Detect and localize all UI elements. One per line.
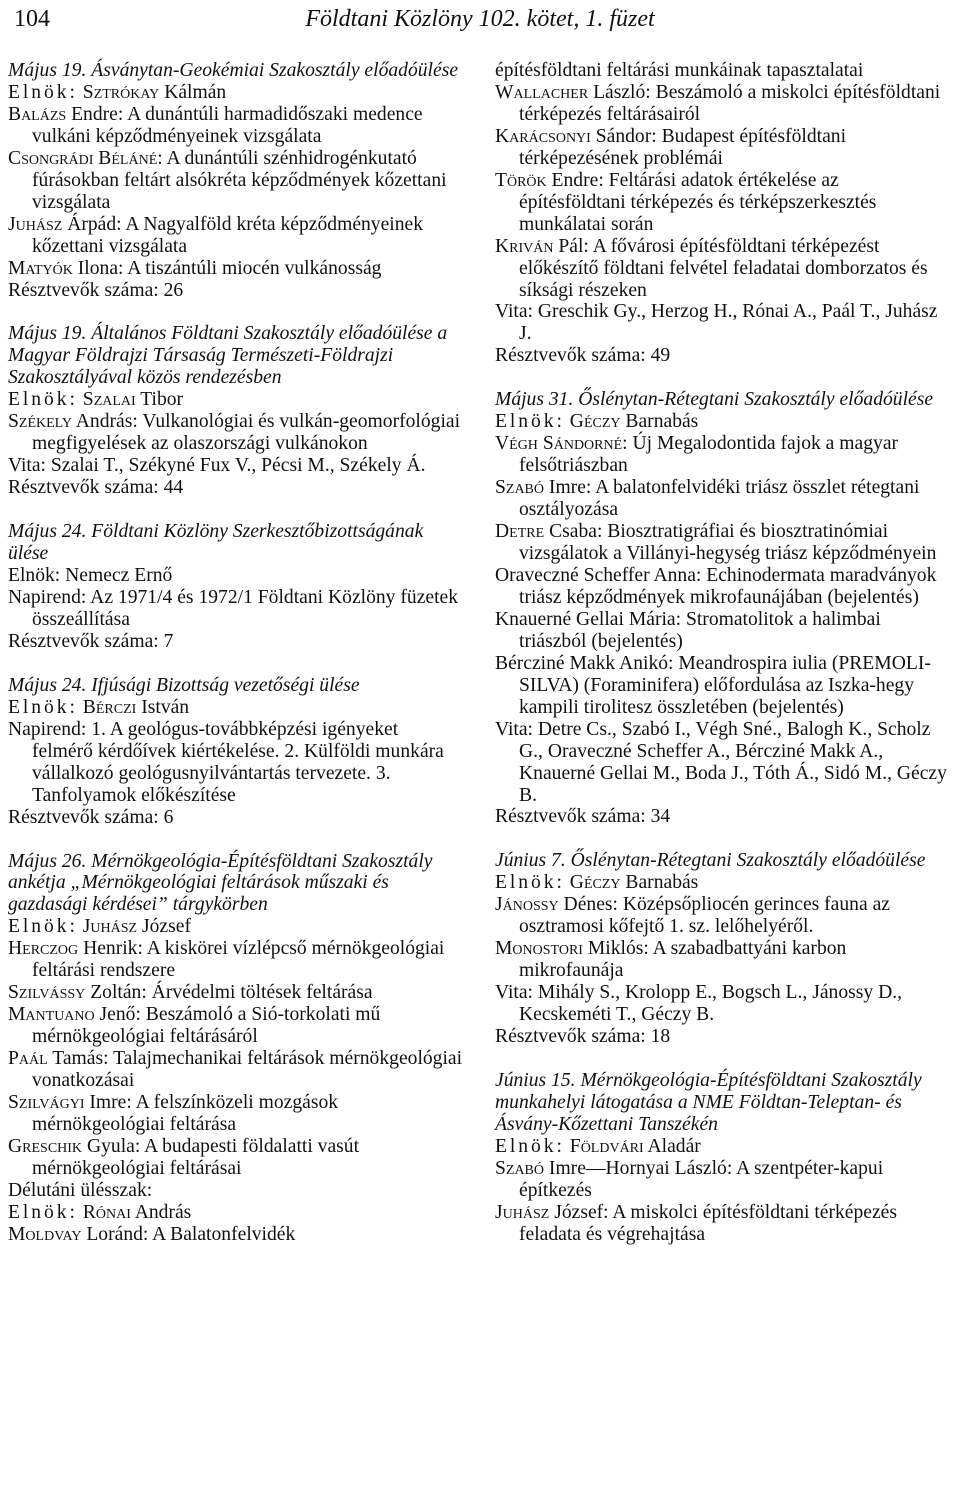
minutes-entry (495, 1070, 950, 1246)
entry-line (8, 1004, 463, 1048)
entry-line (8, 719, 463, 807)
line-text: Napirend: 1. A geológus-továbbképzési igényeket felmérő kérdőívek kiértékelése. 2. Külföldi munkára vállalkozó geológusnyilvántartás tervezete. 3. Tanfolyamok előkészítése (8, 718, 444, 806)
entry-line (8, 104, 463, 148)
line-text: Résztvevők száma: 26 (8, 279, 184, 301)
chair-label: Elnök: (8, 1201, 78, 1223)
line-text: Résztvevők száma: 6 (8, 806, 174, 828)
speaker-name: Wallacher (495, 81, 589, 103)
speaker-name: Szilvágyi (8, 1091, 85, 1113)
entry-line (495, 719, 950, 807)
minutes-entry (8, 675, 463, 829)
entry-heading: Május 19. Ásványtan-Geokémiai Szakosztály előadóülése (8, 60, 459, 81)
chair-label: Elnök: (8, 696, 78, 718)
entry-line (8, 214, 463, 258)
entry-line (495, 806, 950, 828)
speaker-name: Herczog (8, 938, 79, 960)
line-text: Dénes: Középsőpliocén gerinces fauna az osztramosi kőfejtő 1. sz. lelőhelyéről. (519, 894, 890, 938)
chair-label: Elnök: (8, 81, 78, 103)
entry-line (495, 60, 950, 82)
line-text: Barnabás (625, 411, 699, 433)
line-text: Kálmán (164, 81, 227, 103)
speaker-name: Paál (8, 1048, 48, 1070)
line-text: Imre: A balatonfelvidéki triász összlet rétegtani osztályozása (519, 477, 920, 521)
entry-line (495, 170, 950, 236)
entry-line (8, 697, 463, 719)
line-text: Napirend: Az 1971/4 és 1972/1 Földtani Közlöny füzetek összeállítása (8, 586, 459, 630)
line-text: Vita: Detre Cs., Szabó I., Végh Sné., Balogh K., Scholz G., Oraveczné Scheffer A., Bércziné Makk A., Knauerné Gellai M., Boda J., Tóth Á., Sidó M., Géczy B. (495, 718, 947, 806)
speaker-name: Mantuano (8, 1004, 95, 1026)
entry-line (8, 938, 463, 982)
entry-line (495, 411, 950, 433)
speaker-name: Juhász (8, 213, 63, 235)
line-text: Vita: Greschik Gy., Herzog H., Rónai A., Paál T., Juhász J. (495, 301, 938, 345)
line-text: Imre—Hornyai László: A szentpéter-kapui építkezés (519, 1157, 884, 1201)
entry-line (8, 389, 463, 411)
speaker-name: Jánossy (495, 894, 559, 916)
line-text: Elnök: Nemecz Ernő (8, 565, 173, 587)
speaker-name: Török (495, 169, 547, 191)
line-text: Oraveczné Scheffer Anna: Echinodermata maradványok triász képződmények mikrofaunájában (bejelentés) (495, 564, 937, 608)
line-text: Henrik: A kiskörei vízlépcső mérnökgeológiai feltárási rendszere (32, 938, 445, 982)
entry-line (495, 1202, 950, 1246)
entry-line (8, 455, 463, 477)
line-text: Zoltán: Árvédelmi töltések feltárása (90, 982, 373, 1004)
entry-line (8, 148, 463, 214)
speaker-name: Sztrókay (82, 81, 160, 103)
entry-line (495, 236, 950, 302)
entry-heading: Június 15. Mérnökgeológia-Építésföldtani Szakosztály munkahelyi látogatása a NME Földtan-Teleptan- és Ásvány-Kőzettani Tanszékén (495, 1069, 922, 1135)
speaker-name: Végh Sándorné (495, 433, 623, 455)
entry-line (495, 433, 950, 477)
entry-line (8, 280, 463, 302)
minutes-entry (8, 851, 463, 1246)
line-text: Csaba: Biosztratigráfiai és biosztratinómiai vizsgálatok a Villányi-hegység triász képződményein (519, 521, 937, 565)
entry-line (495, 521, 950, 565)
speaker-name: Monostori (495, 938, 583, 960)
entry-line (8, 477, 463, 499)
entry-line (8, 1092, 463, 1136)
entry-line (495, 653, 950, 719)
line-text: Résztvevők száma: 34 (495, 806, 671, 828)
line-text: Résztvevők száma: 18 (495, 1026, 671, 1048)
entry-line (495, 609, 950, 653)
speaker-name: Géczy (569, 411, 621, 433)
entry-line (8, 1180, 463, 1202)
line-text: Résztvevők száma: 7 (8, 630, 174, 652)
line-text: építésföldtani feltárási munkáinak tapasztalatai (495, 60, 864, 81)
entry-line (8, 258, 463, 280)
entry-heading: Május 19. Általános Földtani Szakosztály előadóülése a Magyar Földrajzi Társaság Természeti-Földrajzi Szakosztályával közös rendezésben (8, 323, 448, 389)
speaker-name: Juhász (495, 1201, 550, 1223)
minutes-entry (8, 60, 463, 301)
entry-line (495, 126, 950, 170)
entry-line (8, 1224, 463, 1246)
entry-line (495, 1158, 950, 1202)
line-text: Barnabás (625, 872, 699, 894)
entry-line (8, 631, 463, 653)
entry-line (495, 1026, 950, 1048)
line-text: József: A miskolci építésföldtani térképezés feladata és végrehajtása (519, 1201, 897, 1245)
entry-line (8, 411, 463, 455)
entry-line (495, 982, 950, 1026)
speaker-name: Szabó (495, 477, 545, 499)
line-text: Gyula: A budapesti földalatti vasút mérnökgeológiai feltárásai (32, 1135, 360, 1179)
speaker-name: Greschik (8, 1135, 83, 1157)
entry-line (8, 916, 463, 938)
line-text: Knauerné Gellai Mária: Stromatolitok a halimbai triászból (bejelentés) (495, 608, 881, 652)
chair-label: Elnök: (495, 1135, 565, 1157)
line-text: Endre: Feltárási adatok értékelése az építésföldtani térképezés és térképszerkesztés munkálatai során (519, 169, 877, 235)
line-text: Vita: Szalai T., Székyné Fux V., Pécsi M., Székely Á. (8, 455, 426, 477)
line-text: : A dunántúli szénhidrogénkutató fúrásokban feltárt alsókréta képződmények kőzettani vizsgálata (32, 147, 447, 213)
entry-line (8, 1048, 463, 1092)
line-text: Pál: A fővárosi építésföldtani térképezést előkészítő földtani felvétel feladatai domborzatos és síksági részeken (519, 235, 928, 301)
speaker-name: Szabó (495, 1157, 545, 1179)
minutes-entry (495, 389, 950, 828)
entry-line (495, 938, 950, 982)
entry-heading: Május 26. Mérnökgeológia-Építésföldtani Szakosztály ankétja „Mérnökgeológiai feltárások műszaki és gazdasági kérdései” tárgykörben (8, 850, 433, 916)
speaker-name: Matyók (8, 257, 73, 279)
minutes-entry (8, 323, 463, 499)
speaker-name: Szilvássy (8, 982, 86, 1004)
speaker-name: Bérczi (82, 696, 137, 718)
line-text: Miklós: A szabadbattyáni karbon mikrofaunája (519, 938, 847, 982)
entry-line (495, 872, 950, 894)
speaker-name: Detre (495, 521, 545, 543)
line-text: András: Vulkanológiai és vulkán-geomorfológiai megfigyelések az olaszországi vulkánokon (32, 411, 461, 455)
line-text: Résztvevők száma: 44 (8, 477, 184, 499)
chair-label: Elnök: (495, 411, 565, 433)
line-text: Loránd: A Balatonfelvidék (86, 1223, 296, 1245)
line-text: Endre: A dunántúli harmadidőszaki medence vulkáni képződményeinek vizsgálata (32, 103, 423, 147)
chair-label: Elnök: (8, 916, 78, 938)
right-column (495, 60, 950, 1268)
speaker-name: Székely (8, 411, 72, 433)
line-text: István (141, 696, 190, 718)
entry-line (8, 587, 463, 631)
line-text: Vita: Mihály S., Krolopp E., Bogsch L., Jánossy D., Kecskeméti T., Géczy B. (495, 982, 903, 1026)
entry-line (495, 82, 950, 126)
speaker-name: Csongrádi Béláné (8, 147, 158, 169)
entry-line (8, 1136, 463, 1180)
line-text: József (142, 916, 191, 938)
entry-line (495, 345, 950, 367)
line-text: Aladár (647, 1135, 701, 1157)
entry-heading: Május 31. Őslénytan-Rétegtani Szakosztály előadóülése (495, 389, 934, 411)
speaker-name: Balázs (8, 103, 67, 125)
entry-line (8, 82, 463, 104)
line-text: Tibor (140, 389, 184, 411)
entry-line (8, 1202, 463, 1224)
entry-heading: Május 24. Ifjúsági Bizottság vezetőségi ülése (8, 674, 360, 696)
line-text: András (134, 1201, 192, 1223)
line-text: László: Beszámoló a miskolci építésföldtani térképezés feltárásairól (519, 81, 941, 125)
line-text: Imre: A felszínközeli mozgások mérnökgeológiai feltárása (32, 1091, 339, 1135)
entry-line (8, 982, 463, 1004)
entry-line (8, 807, 463, 829)
speaker-name: Karácsonyi (495, 125, 591, 147)
line-text: Résztvevők száma: 49 (495, 345, 671, 367)
minutes-entry (8, 521, 463, 653)
entry-line (495, 894, 950, 938)
speaker-name: Szalai (82, 389, 136, 411)
page-header (14, 6, 946, 46)
speaker-name: Földvári (569, 1135, 644, 1157)
line-text: Sándor: Budapest építésföldtani térképezésének problémái (519, 125, 847, 169)
minutes-entry (495, 850, 950, 1048)
chair-label: Elnök: (8, 389, 78, 411)
entry-heading: Május 24. Földtani Közlöny Szerkesztőbizottságának ülése (8, 521, 424, 565)
line-text: Ilona: A tiszántúli miocén vulkánosság (77, 257, 382, 279)
entry-line (495, 477, 950, 521)
entry-line (495, 565, 950, 609)
line-text: : Új Megalodontida fajok a magyar felsőtriászban (519, 433, 899, 477)
journal-title: Földtani Közlöny 102. kötet, 1. füzet (305, 6, 655, 32)
entry-line (495, 1136, 950, 1158)
speaker-name: Juhász (82, 916, 138, 938)
line-text: Bércziné Makk Anikó: Meandrospira iulia (PREMOLI-SILVA) (Foraminifera) előfordulása az Iszka-hegy kampili tirolitesz összletében (bejelentés) (495, 652, 931, 718)
speaker-name: Rónai (82, 1201, 131, 1223)
entry-line (8, 565, 463, 587)
line-text: Tamás: Talajmechanikai feltárások mérnökgeológiai vonatkozásai (32, 1048, 463, 1092)
minutes-entry (495, 60, 950, 367)
speaker-name: Géczy (569, 872, 621, 894)
line-text: Árpád: A Nagyalföld kréta képződményeinek kőzettani vizsgálata (32, 213, 424, 257)
entry-heading: Június 7. Őslénytan-Rétegtani Szakosztály előadóülése (495, 850, 926, 872)
chair-label: Elnök: (495, 872, 565, 894)
entry-line (495, 301, 950, 345)
left-column (8, 60, 463, 1268)
speaker-name: Moldvay (8, 1223, 82, 1245)
speaker-name: Kriván (495, 235, 554, 257)
line-text: Délutáni ülésszak: (8, 1179, 153, 1201)
line-text: Jenő: Beszámoló a Sió-torkolati mű mérnökgeológiai feltárásáról (32, 1004, 381, 1048)
page-number: 104 (14, 6, 50, 32)
